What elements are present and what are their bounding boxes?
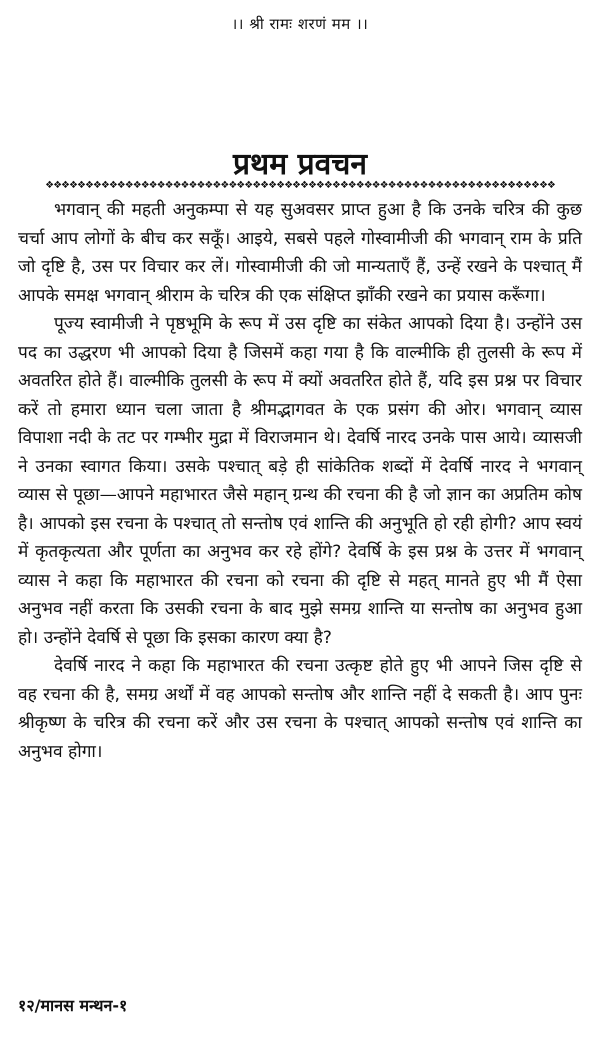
chapter-title: प्रथम प्रवचन xyxy=(232,147,368,182)
page-number-footer: १२/मानस मन्थन-१ xyxy=(18,996,128,1015)
page-header-invocation: ।। श्री रामः शरणं मम ।। xyxy=(231,15,369,33)
paragraph-2: पूज्य स्वामीजी ने पृष्ठभूमि के रूप में उस दृष्टि का संकेत आपको दिया है। उन्होंने उस पद का उद्धरण भी आपको दिया है जिसमें कहा गया है कि वाल्मीकि ही तुलसी के रूप में अवतरित होते हैं। वाल्मीकि तुलसी के रूप में क्यों अवतरित होते हैं, यदि इस प्रश्न पर विचार करें तो हमारा ध्यान चला जाता है श्रीमद्भागवत के एक प्रसंग की ओर। भगवान् व्यास विपाशा नदी के तट पर गम्भीर मुद्रा में विराजमान थे। देवर्षि नारद उनके पास आये। व्यासजी ने उनका स्वागत किया। उसके पश्चात् बड़े ही सांकेतिक शब्दों में देवर्षि नारद ने भगवान् व्यास से पूछा—आपने महाभारत जैसे महान् ग्रन्थ की रचना की है जो ज्ञान का अप्रतिम कोष है। आपको इस रचना के पश्चात् तो सन्तोष एवं शान्ति की अनुभूति हो रही होगी? आप स्वयं में कृतकृत्यता और पूर्णता का अनुभव कर रहे होंगे? देवर्षि के इस प्रश्न के उत्तर में भगवान् व्यास ने कहा कि महाभारत की रचना को रचना की दृष्टि से महत् मानते हुए भी मैं ऐसा अनुभव नहीं करता कि उसकी रचना के बाद मुझे समग्र शान्ति या सन्तोष का अनुभव हुआ हो। उन्होंने देवर्षि से पूछा कि इसका कारण क्या है? xyxy=(18,314,582,648)
chapter-body xyxy=(18,196,582,766)
paragraph-1: भगवान् की महती अनुकम्पा से यह सुअवसर प्राप्त हुआ है कि उनके चरित्र की कुछ चर्चा आप लोगों के बीच कर सकूँ। आइये, सबसे पहले गोस्वामीजी की भगवान् राम के प्रति जो दृष्टि है, उस पर विचार कर लें। गोस्वामीजी की जो मान्यताएँ हैं, उन्हें रखने के पश्चात् मैं आपके समक्ष भगवान् श्रीराम के चरित्र की एक संक्षिप्त झाँकी रखने का प्रयास करूँगा। xyxy=(18,200,582,306)
decorative-divider: ❖❖❖❖❖❖❖❖❖❖❖❖❖❖❖❖❖❖❖❖❖❖❖❖❖❖❖❖❖❖❖❖❖❖❖❖❖❖❖❖❖❖❖❖❖❖❖❖❖❖❖❖❖❖❖❖❖❖❖❖❖❖❖❖ xyxy=(45,180,555,191)
paragraph-3: देवर्षि नारद ने कहा कि महाभारत की रचना उत्कृष्ट होते हुए भी आपने जिस दृष्टि से वह रचना की है, समग्र अर्थों में वह आपको सन्तोष और शान्ति नहीं दे सकती है। आप पुनः श्रीकृष्ण के चरित्र की रचना करें और उस रचना के पश्चात् आपको सन्तोष एवं शान्ति का अनुभव होगा। xyxy=(18,656,582,762)
